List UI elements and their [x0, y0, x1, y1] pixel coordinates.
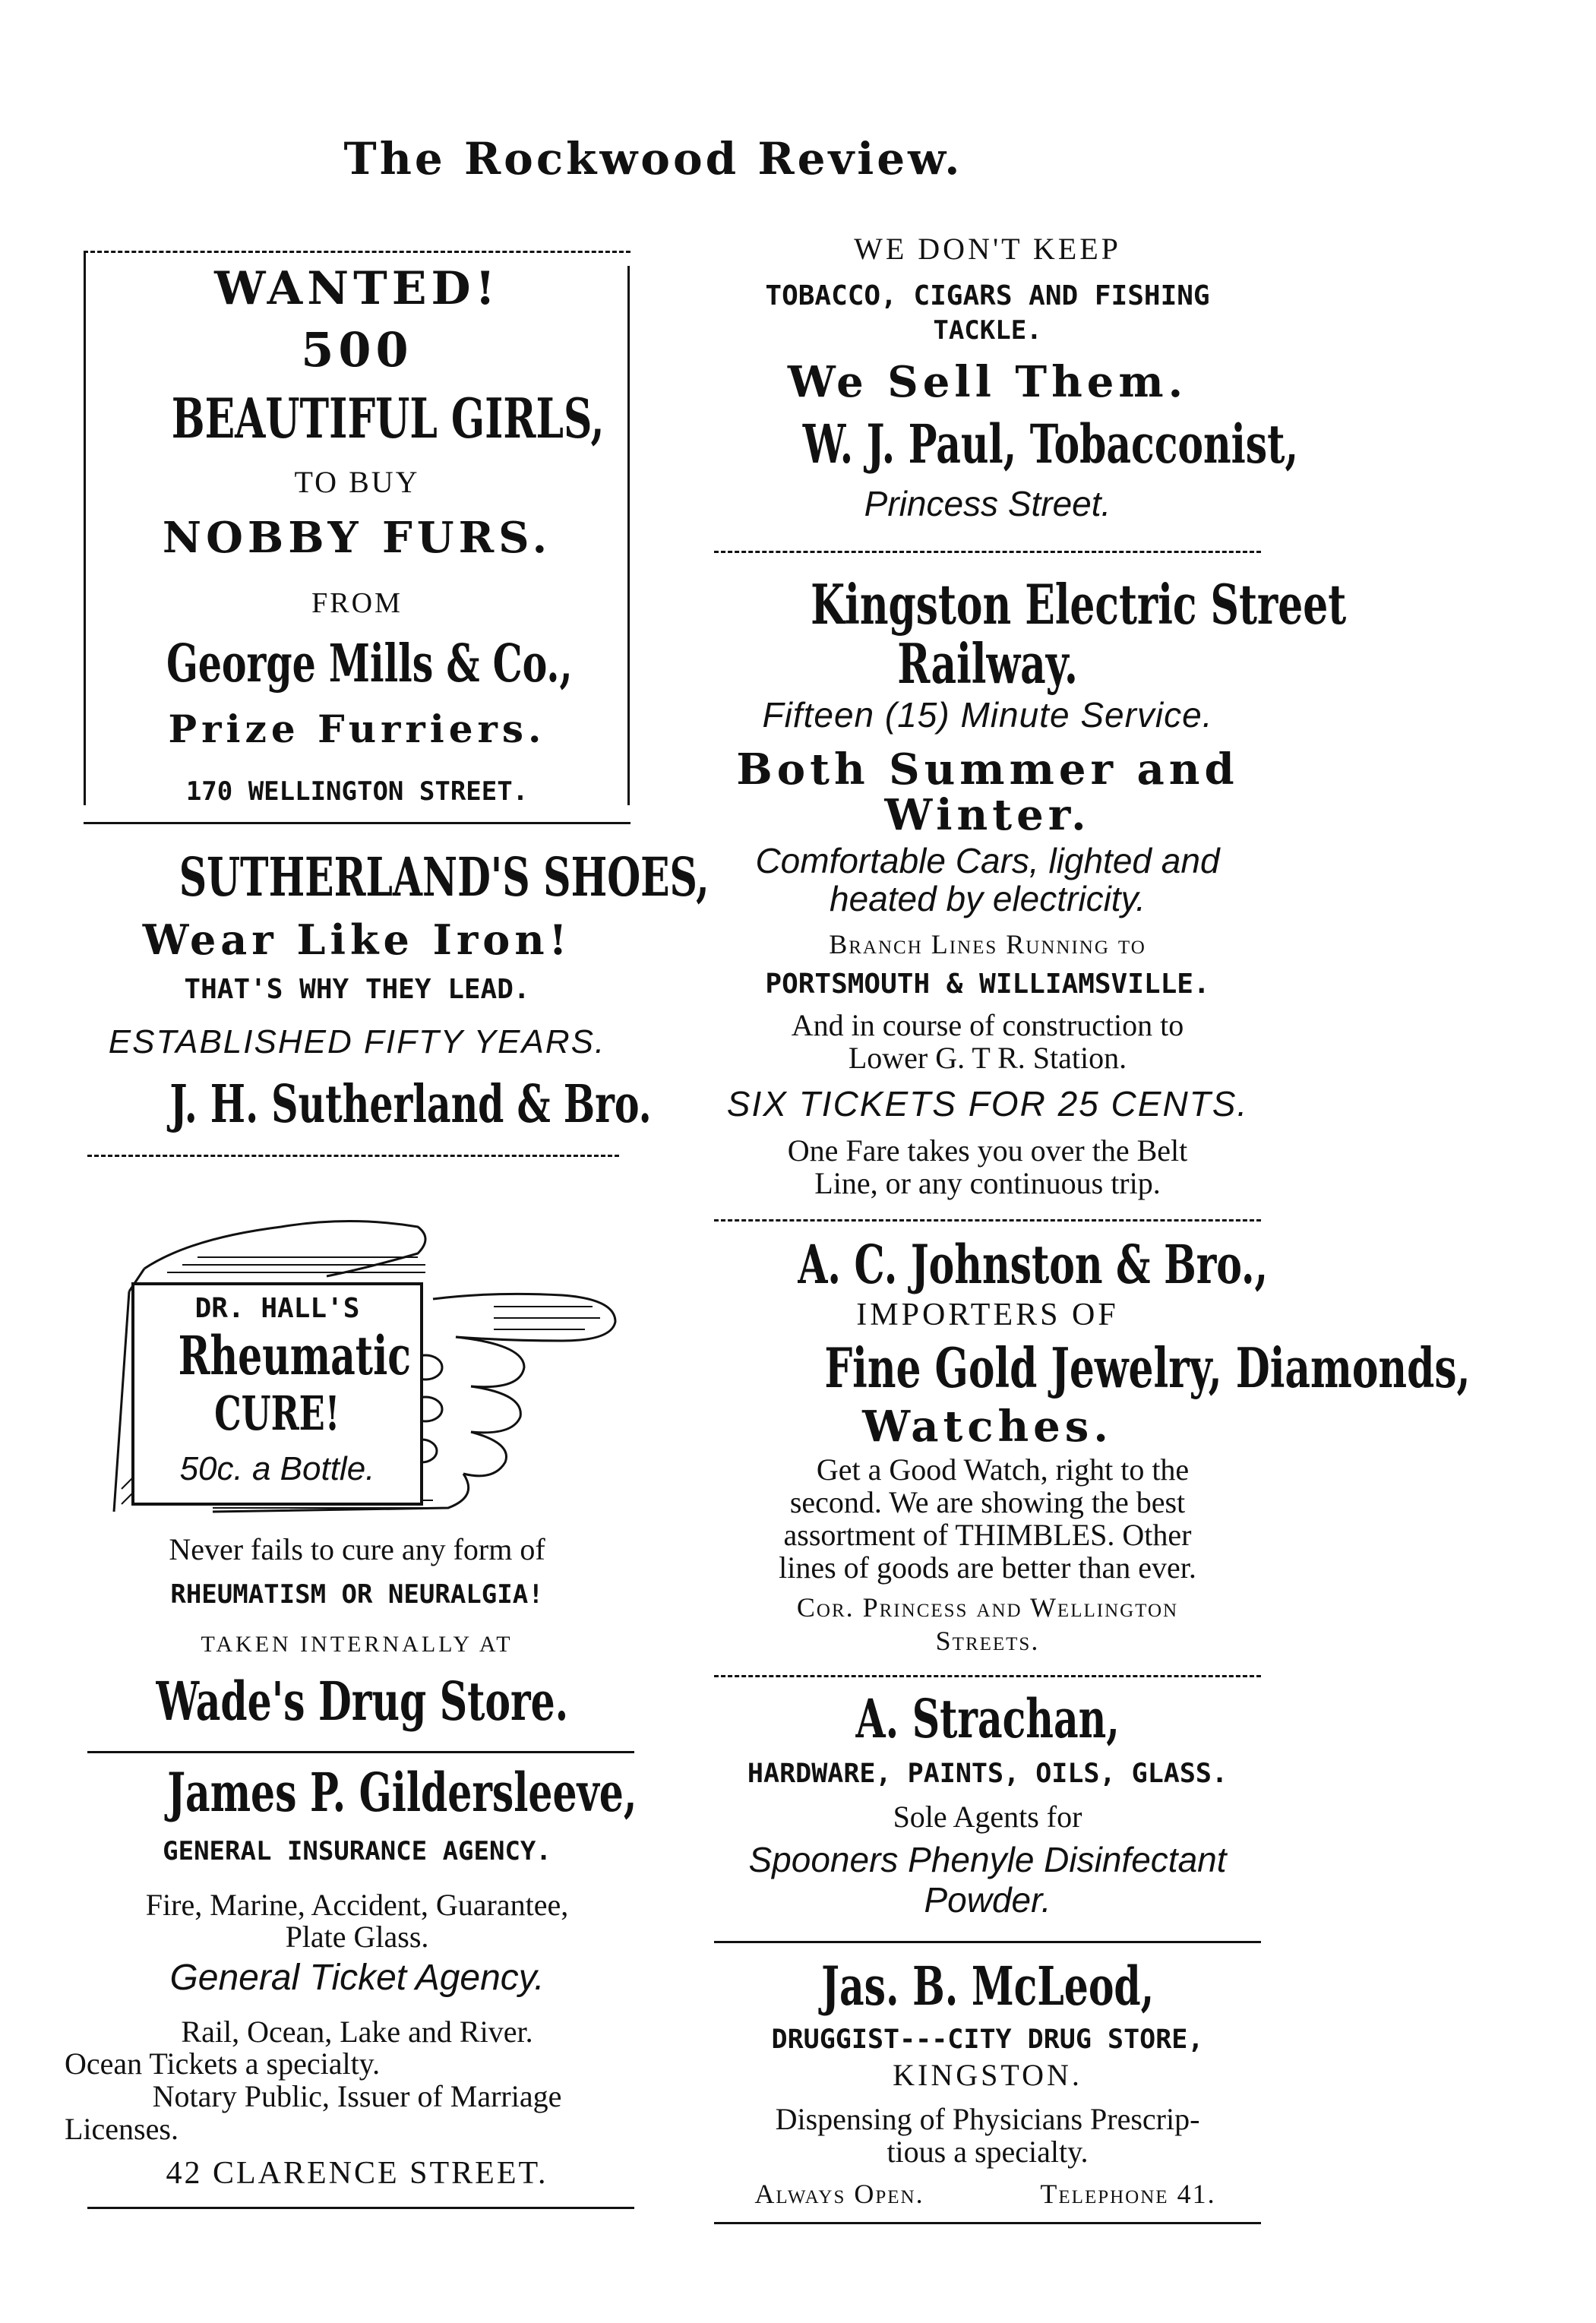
mcleod-dispensing: Dispensing of Physicians Prescrip- [775, 2102, 1200, 2136]
gildersleeve-licenses: Licenses. [65, 2112, 179, 2146]
railway-station: Lower G. T R. Station. [848, 1041, 1127, 1075]
johnston-watches: Watches. [862, 1402, 1113, 1452]
railway-heated: heated by electricity. [830, 879, 1146, 918]
railway-seasons: Both Summer and [736, 744, 1239, 795]
johnston-name: A. C. Johnston & Bro., [798, 1233, 1269, 1296]
sutherland-name: J. H. Sutherland & Bro. [169, 1074, 652, 1135]
gildersleeve-notary: Notary Public, Issuer of Marriage [152, 2079, 562, 2113]
railway-construction: And in course of construction to [791, 1008, 1184, 1042]
hall-card-cure: CURE! [214, 1386, 340, 1441]
paul-we-sell: We Sell Them. [787, 357, 1188, 407]
wanted-box-left-rule [84, 251, 86, 805]
paul-tackle: TACKLE. [933, 315, 1042, 346]
strachan-product: Spooners Phenyle Disinfectant [748, 1840, 1227, 1879]
hall-card-title: DR. HALL'S [194, 1293, 360, 1324]
johnston-streets: Streets. [935, 1626, 1040, 1656]
railway-branch-lines: Branch Lines Running to [829, 929, 1146, 959]
hall-taken-internally: TAKEN INTERNALLY AT [201, 1632, 514, 1657]
gildersleeve-address: 42 CLARENCE STREET. [166, 2156, 548, 2191]
hall-bottom-rule [87, 1751, 634, 1753]
mcleod-specialty: tious a specialty. [886, 2135, 1089, 2169]
johnston-goods: Fine Gold Jewelry, Diamonds, [824, 1335, 1471, 1400]
paul-goods: TOBACCO, CIGARS AND FISHING [765, 280, 1210, 311]
railway-bottom-rule [714, 1219, 1261, 1222]
railway-title-2: Railway. [897, 631, 1078, 696]
johnston-corner: Cor. Princess and Wellington [796, 1592, 1179, 1623]
gildersleeve-name: James P. Gildersleeve, [167, 1761, 637, 1824]
paul-name: W. J. Paul, Tobacconist, [802, 412, 1298, 476]
johnston-other-lines: lines of goods are better than ever. [779, 1550, 1196, 1585]
railway-comfortable: Comfortable Cars, lighted and [755, 841, 1220, 880]
railway-tickets: SIX TICKETS FOR 25 CENTS. [726, 1084, 1249, 1124]
wanted-beautiful-girls: BEAUTIFUL GIRLS, [171, 386, 605, 450]
hall-card-price: 50c. a Bottle. [179, 1450, 375, 1487]
page-title: The Rockwood Review. [343, 133, 963, 185]
strachan-goods: HARDWARE, PAINTS, OILS, GLASS. [747, 1759, 1228, 1789]
mcleod-kingston: KINGSTON. [893, 2058, 1082, 2092]
mcleod-telephone: Telephone 41. [1040, 2179, 1216, 2209]
gildersleeve-bottom-rule [87, 2207, 634, 2209]
railway-winter: Winter. [884, 790, 1091, 840]
wanted-nobby-furs: NOBBY FURS. [162, 513, 552, 563]
gildersleeve-plate-glass: Plate Glass. [285, 1920, 429, 1954]
wanted-box-bottom-rule [84, 822, 630, 824]
sutherland-established: ESTABLISHED FIFTY YEARS. [108, 1023, 606, 1060]
sutherland-title: SUTHERLAND'S SHOES, [179, 845, 710, 909]
hall-card-rheumatic: Rheumatic [178, 1324, 411, 1387]
hall-ailments: RHEUMATISM OR NEURALGIA! [170, 1579, 544, 1610]
railway-fare: One Fare takes you over the Belt [787, 1133, 1188, 1168]
gildersleeve-ocean: Ocean Tickets a specialty. [65, 2046, 381, 2081]
gildersleeve-rail: Rail, Ocean, Lake and River. [181, 2015, 533, 2049]
mcleod-bottom-rule [714, 2222, 1261, 2224]
wanted-box-right-rule [627, 266, 630, 805]
sutherland-bottom-rule [87, 1155, 619, 1157]
johnston-importers: IMPORTERS OF [856, 1297, 1119, 1332]
gildersleeve-agency: GENERAL INSURANCE AGENCY. [163, 1836, 551, 1866]
strachan-name: A. Strachan, [855, 1687, 1120, 1750]
strachan-bottom-rule [714, 1941, 1261, 1943]
johnston-showing: second. We are showing the best [789, 1485, 1186, 1519]
gildersleeve-insurance-types: Fire, Marine, Accident, Guarantee, [145, 1888, 569, 1922]
paul-intro: WE DON'T KEEP [854, 232, 1121, 266]
railway-title: Kingston Electric Street [811, 572, 1347, 637]
wanted-to-buy: TO BUY [294, 465, 420, 499]
railway-destinations: PORTSMOUTH & WILLIAMSVILLE. [765, 969, 1210, 1000]
railway-service: Fifteen (15) Minute Service. [762, 695, 1213, 735]
johnston-bottom-rule [714, 1675, 1261, 1677]
strachan-sole-agents: Sole Agents for [893, 1800, 1082, 1834]
wanted-box-top-rule [84, 251, 630, 253]
wanted-from: FROM [311, 587, 403, 619]
wanted-prize-furriers: Prize Furriers. [168, 706, 546, 751]
johnston-thimbles: assortment of THIMBLES. Other [783, 1518, 1192, 1552]
wanted-headline: WANTED! [214, 262, 500, 315]
wanted-count: 500 [301, 322, 413, 378]
sutherland-tagline: Wear Like Iron! [142, 915, 572, 964]
wanted-george-mills: George Mills & Co., [166, 634, 573, 694]
wanted-address: 170 WELLINGTON STREET. [185, 776, 529, 807]
paul-bottom-rule [714, 551, 1261, 553]
hall-never-fails: Never fails to cure any form of [169, 1532, 545, 1566]
railway-belt-line: Line, or any continuous trip. [814, 1166, 1161, 1200]
gildersleeve-ticket-agency: General Ticket Agency. [169, 1958, 545, 1998]
mcleod-always-open: Always Open. [754, 2179, 924, 2209]
mcleod-druggist: DRUGGIST---CITY DRUG STORE, [771, 2024, 1204, 2055]
mcleod-name: Jas. B. McLeod, [820, 1955, 1155, 2018]
strachan-powder: Powder. [924, 1880, 1051, 1920]
hall-store: Wade's Drug Store. [156, 1670, 569, 1733]
paul-street: Princess Street. [864, 484, 1111, 523]
johnston-good-watch: Get a Good Watch, right to the [816, 1452, 1190, 1487]
sutherland-lead: THAT'S WHY THEY LEAD. [184, 974, 530, 1005]
